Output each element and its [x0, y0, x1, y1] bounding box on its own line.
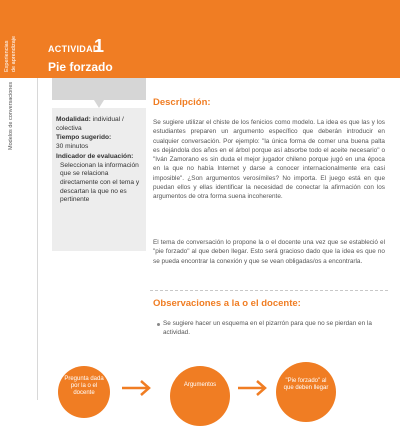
- sidebar-top-label-1: Experiencias: [4, 40, 10, 72]
- arrow-right-icon: [236, 378, 270, 398]
- modality-value: individual / colectiva: [56, 116, 124, 132]
- section-divider: [150, 290, 388, 291]
- sidebar-top-label-2: de aprendizaje: [11, 35, 17, 72]
- indicator-label: Indicador de evaluación:: [56, 152, 134, 160]
- bullet-dot: [157, 323, 160, 326]
- indicator-value: Seleccionan la información que se relaciona directamente con el tema y descartan la que no es pertinente: [60, 161, 140, 204]
- observation-bullet-1: Se sugiere hacer un esquema en el pizarrón para que no se pierdan en la actividad.: [163, 320, 372, 337]
- flow-step-2-label: Argumentos: [183, 381, 217, 388]
- sidebar-divider: [37, 78, 38, 400]
- flow-step-3: [276, 362, 336, 422]
- modality-label: Modalidad:: [56, 116, 91, 123]
- modality-line: [56, 116, 144, 133]
- info-pointer-shape: [52, 78, 146, 108]
- activity-label: ACTIVIDAD: [48, 44, 100, 54]
- time-label: Tiempo sugerido:: [56, 134, 112, 142]
- info-content: [56, 116, 144, 205]
- time-value: 30 minutos: [56, 143, 89, 151]
- flow-step-1-label: Pregunta dada por la o el docente: [64, 375, 104, 396]
- sidebar-section-label: Modelos de conversaciones: [8, 81, 14, 150]
- activity-title: Pie forzado: [48, 60, 113, 74]
- left-sidebar: [0, 0, 40, 400]
- arrow-right-icon: [120, 378, 154, 398]
- flow-step-2: [170, 366, 230, 426]
- observations-heading: Observaciones a la o el docente:: [153, 298, 301, 309]
- description-paragraph-2: El tema de conversación lo propone la o el docente una vez que se estableció el "pie forzado" al que deben llegar. Esto será gracioso dado que la idea es que no se pueda encontrar la conexión y que se vean obligadas/os a encontrarla.: [153, 239, 385, 265]
- flow-step-1: [58, 366, 110, 418]
- activity-number: 1: [94, 36, 105, 56]
- flow-step-3-label: "Pie forzado" al que deben llegar: [283, 378, 329, 391]
- description-heading: Descripción:: [153, 97, 211, 108]
- description-paragraph-1: Se sugiere utilizar el chiste de los fenicios como modelo. La idea es que las y los estudiantes preparen un argumento específico que deberán introducir en cualquier conversación. Por ejemplo: "la única forma de comer una buena palta es dejándola dos años en el árbol porque así absorbe todo el aceite necesario" o "Iván Zamorano es sin duda el mejor jugador chileno porque jugó en una época en la que no había Internet y darse a conocer internacionalmente era casi imposible". ¿Son argumentos verosímiles? No importa. El juego está en que puedan ellos y ellas identificar la necesidad de conectar la afirmación con los argumentos de otra forma suena incoherente.: [153, 119, 385, 201]
